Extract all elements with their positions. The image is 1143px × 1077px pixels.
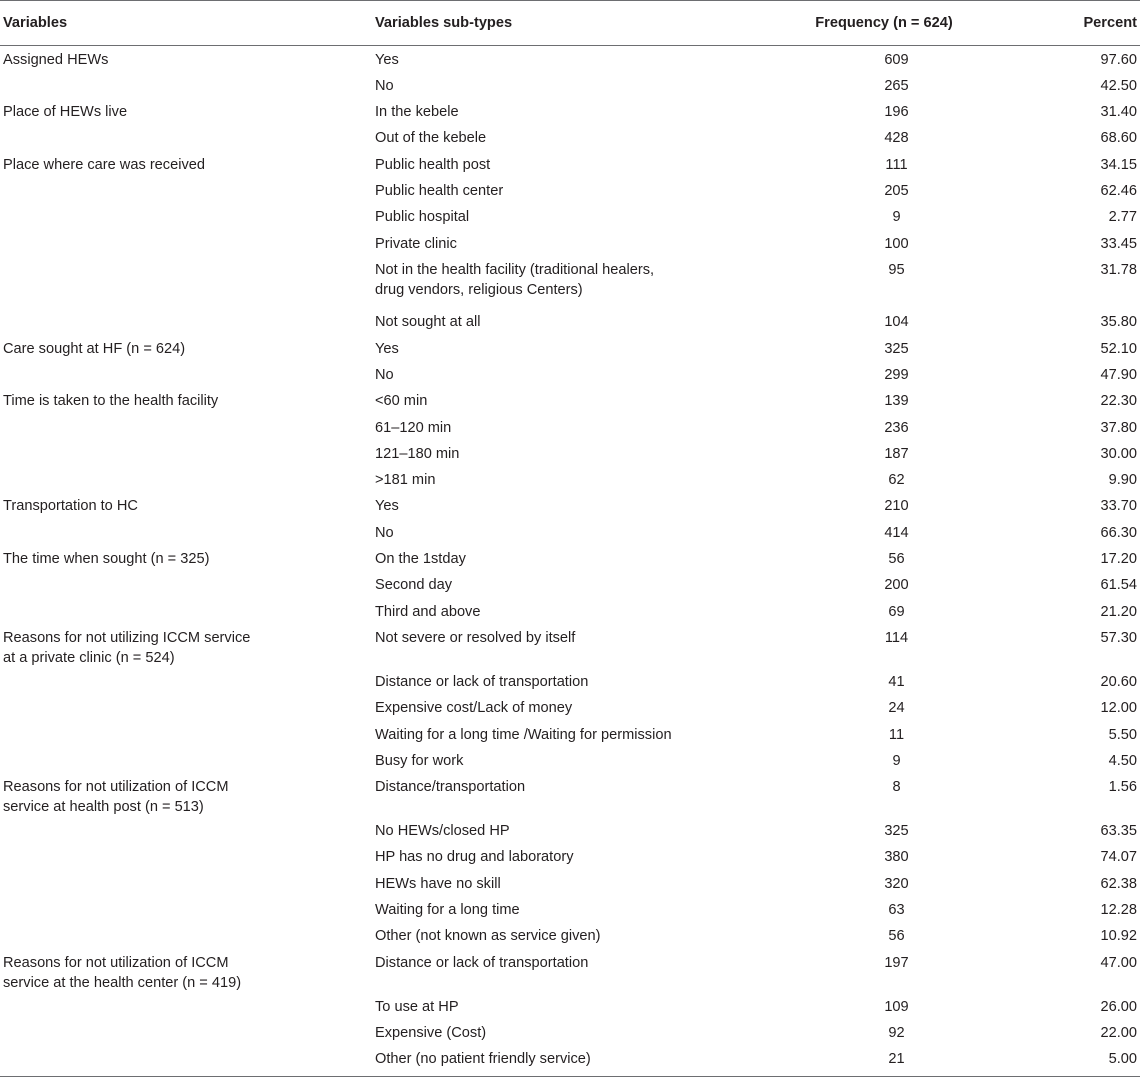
cell-frequency: 299 xyxy=(884,366,909,383)
cell-variable xyxy=(0,230,372,256)
cell-percent: 62.38 xyxy=(1100,875,1137,892)
cell-percent: 4.50 xyxy=(1108,752,1137,769)
cell-percent: 42.50 xyxy=(1100,77,1137,94)
cell-variable xyxy=(0,124,372,150)
cell-percent: 47.00 xyxy=(1100,954,1137,971)
cell-percent: 47.90 xyxy=(1100,366,1137,383)
cell-variable: Reasons for not utilization of ICCM service at health post (n = 513) xyxy=(3,779,229,816)
cell-frequency: 196 xyxy=(884,104,909,121)
cell-variable xyxy=(0,1019,372,1045)
cell-frequency: 236 xyxy=(884,419,909,436)
cell-variable xyxy=(0,571,372,597)
cell-sub-type: Third and above xyxy=(375,603,481,620)
cell-variable: Care sought at HF (n = 624) xyxy=(3,340,186,357)
cell-sub-type: On the 1stday xyxy=(375,551,466,568)
cell-percent: 31.40 xyxy=(1100,104,1137,121)
cell-percent: 10.92 xyxy=(1100,928,1137,945)
cell-percent: 30.00 xyxy=(1100,445,1137,462)
cell-frequency: 320 xyxy=(884,875,909,892)
cell-sub-type: No HEWs/closed HP xyxy=(375,823,510,840)
table-row xyxy=(0,387,1140,413)
cell-percent: 68.60 xyxy=(1100,130,1137,147)
table-row xyxy=(0,230,1140,256)
cell-variable xyxy=(0,177,372,203)
cell-variable: Assigned HEWs xyxy=(3,52,109,68)
table-row xyxy=(0,896,1140,922)
cell-sub-type: Public health center xyxy=(375,182,504,199)
cell-frequency: 104 xyxy=(884,314,909,331)
table-row xyxy=(0,773,1140,817)
cell-sub-type: No xyxy=(375,77,394,94)
cell-sub-type: Waiting for a long time xyxy=(375,902,520,919)
cell-variable xyxy=(0,694,372,720)
cell-variable: Reasons for not utilization of ICCM service at the health center (n = 419) xyxy=(3,954,242,991)
cell-percent: 22.00 xyxy=(1100,1024,1137,1041)
cell-frequency: 56 xyxy=(888,928,905,945)
header-sub-types: Variables sub-types xyxy=(372,1,744,46)
cell-sub-type: No xyxy=(375,366,394,383)
cell-percent: 35.80 xyxy=(1100,314,1137,331)
cell-sub-type: Yes xyxy=(375,498,399,515)
cell-percent: 22.30 xyxy=(1100,393,1137,410)
cell-percent: 2.77 xyxy=(1108,209,1137,226)
cell-variable xyxy=(0,308,372,334)
cell-sub-type: Busy for work xyxy=(375,752,464,769)
cell-percent: 62.46 xyxy=(1100,182,1137,199)
cell-variable xyxy=(0,361,372,387)
table-row xyxy=(0,598,1140,624)
cell-frequency: 95 xyxy=(888,261,905,278)
header-frequency: Frequency (n = 624) xyxy=(744,1,1024,46)
cell-percent: 57.30 xyxy=(1100,629,1137,646)
table-row xyxy=(0,817,1140,843)
cell-sub-type: Yes xyxy=(375,340,399,357)
cell-variable: Time is taken to the health facility xyxy=(3,393,219,410)
cell-percent: 12.00 xyxy=(1100,700,1137,717)
cell-sub-type: Second day xyxy=(375,577,453,594)
table-row xyxy=(0,335,1140,361)
cell-variable: Place of HEWs live xyxy=(3,104,128,121)
table-header xyxy=(0,1,1140,46)
cell-sub-type: Distance or lack of transportation xyxy=(375,673,589,690)
cell-percent: 5.00 xyxy=(1024,1045,1140,1077)
cell-sub-type: Not in the health facility (traditional healers, drug vendors, religious Centers) xyxy=(375,261,655,298)
cell-percent: 1.56 xyxy=(1108,779,1137,796)
cell-variable xyxy=(0,466,372,492)
cell-percent: 21.20 xyxy=(1100,603,1137,620)
table-row xyxy=(0,492,1140,518)
table-row xyxy=(0,922,1140,948)
cell-frequency: 62 xyxy=(888,472,905,489)
table-row xyxy=(0,668,1140,694)
table-row xyxy=(0,46,1140,72)
cell-sub-type: Public hospital xyxy=(375,209,470,226)
cell-sub-type: Waiting for a long time /Waiting for permission xyxy=(375,726,672,743)
cell-variable: The time when sought (n = 325) xyxy=(3,551,210,568)
table-row xyxy=(0,98,1140,124)
cell-percent: 9.90 xyxy=(1108,472,1137,489)
table-row xyxy=(0,203,1140,229)
cell-sub-type: Not sought at all xyxy=(375,314,481,331)
cell-variable: Transportation to HC xyxy=(3,498,138,515)
cell-sub-type: >181 min xyxy=(375,472,436,489)
cell-variable xyxy=(0,896,372,922)
cell-variable xyxy=(0,747,372,773)
table-row xyxy=(0,1019,1140,1045)
table-body xyxy=(0,46,1140,1077)
table-row xyxy=(0,308,1140,334)
cell-sub-type: Out of the kebele xyxy=(375,130,487,147)
cell-percent: 12.28 xyxy=(1100,902,1137,919)
cell-percent: 33.45 xyxy=(1100,235,1137,252)
table-row xyxy=(0,440,1140,466)
cell-sub-type: Yes xyxy=(375,52,399,68)
cell-variable xyxy=(0,721,372,747)
table-row xyxy=(0,361,1140,387)
cell-sub-type: Other (no patient friendly service) xyxy=(372,1045,744,1077)
table-row xyxy=(0,949,1140,993)
table-row xyxy=(0,256,1140,309)
cell-frequency: 139 xyxy=(884,393,909,410)
cell-percent: 20.60 xyxy=(1100,673,1137,690)
cell-variable xyxy=(0,843,372,869)
table-row xyxy=(0,843,1140,869)
cell-frequency: 109 xyxy=(884,998,909,1015)
cell-sub-type: To use at HP xyxy=(375,998,459,1015)
table-row xyxy=(0,870,1140,896)
cell-percent: 61.54 xyxy=(1100,577,1137,594)
cell-percent: 5.50 xyxy=(1108,726,1137,743)
cell-frequency: 24 xyxy=(888,700,905,717)
table-row xyxy=(0,414,1140,440)
table-row xyxy=(0,545,1140,571)
cell-frequency: 9 xyxy=(892,209,901,226)
cell-frequency: 111 xyxy=(885,156,908,173)
cell-frequency: 197 xyxy=(884,954,909,971)
cell-percent: 63.35 xyxy=(1100,823,1137,840)
cell-frequency: 609 xyxy=(884,52,909,68)
table-row xyxy=(0,519,1140,545)
cell-frequency: 187 xyxy=(884,445,909,462)
cell-percent: 17.20 xyxy=(1100,551,1137,568)
cell-percent: 66.30 xyxy=(1100,524,1137,541)
table-row xyxy=(0,721,1140,747)
cell-variable: Place where care was received xyxy=(3,156,205,173)
cell-sub-type: Expensive cost/Lack of money xyxy=(375,700,573,717)
cell-frequency: 114 xyxy=(884,629,909,646)
cell-variable: Reasons for not utilizing ICCM service at a private clinic (n = 524) xyxy=(3,629,251,666)
cell-frequency: 325 xyxy=(884,340,909,357)
cell-sub-type: Distance/transportation xyxy=(375,779,526,796)
table-row xyxy=(0,151,1140,177)
cell-frequency: 325 xyxy=(884,823,909,840)
cell-sub-type: HP has no drug and laboratory xyxy=(375,849,574,866)
cell-frequency: 11 xyxy=(888,726,905,743)
cell-percent: 31.78 xyxy=(1100,261,1137,278)
cell-variable xyxy=(0,72,372,98)
cell-percent: 26.00 xyxy=(1100,998,1137,1015)
table-row xyxy=(0,124,1140,150)
header-percent: Percent xyxy=(1024,1,1140,46)
cell-frequency: 92 xyxy=(888,1024,905,1041)
table-row xyxy=(0,177,1140,203)
cell-frequency: 265 xyxy=(884,77,909,94)
cell-percent: 33.70 xyxy=(1100,498,1137,515)
cell-variable xyxy=(0,922,372,948)
cell-variable xyxy=(0,817,372,843)
cell-variable xyxy=(0,993,372,1019)
cell-sub-type: Private clinic xyxy=(375,235,457,252)
cell-percent: 37.80 xyxy=(1100,419,1137,436)
cell-sub-type: In the kebele xyxy=(375,104,459,121)
cell-variable xyxy=(0,440,372,466)
cell-sub-type: Expensive (Cost) xyxy=(375,1024,487,1041)
cell-percent: 97.60 xyxy=(1100,52,1137,68)
cell-frequency: 9 xyxy=(892,752,901,769)
cell-frequency: 414 xyxy=(884,524,909,541)
cell-frequency: 428 xyxy=(884,130,909,147)
table-row xyxy=(0,571,1140,597)
cell-frequency: 205 xyxy=(884,182,909,199)
cell-frequency: 210 xyxy=(884,498,909,515)
cell-variable xyxy=(0,414,372,440)
cell-variable xyxy=(0,1045,372,1077)
cell-frequency: 200 xyxy=(884,577,909,594)
cell-variable xyxy=(0,598,372,624)
cell-sub-type: HEWs have no skill xyxy=(375,875,501,892)
cell-variable xyxy=(0,256,372,309)
cell-sub-type: 121–180 min xyxy=(375,445,460,462)
cell-sub-type: Not severe or resolved by itself xyxy=(375,629,576,646)
header-variables: Variables xyxy=(0,1,372,46)
cell-variable xyxy=(0,668,372,694)
table-row xyxy=(0,1045,1140,1077)
cell-frequency: 8 xyxy=(892,779,901,796)
table-row xyxy=(0,466,1140,492)
cell-percent: 52.10 xyxy=(1100,340,1137,357)
cell-sub-type: 61–120 min xyxy=(375,419,452,436)
table-row xyxy=(0,72,1140,98)
cell-frequency: 41 xyxy=(888,673,905,690)
cell-frequency: 63 xyxy=(888,902,905,919)
cell-sub-type: Other (not known as service given) xyxy=(375,928,601,945)
cell-variable xyxy=(0,519,372,545)
cell-sub-type: Distance or lack of transportation xyxy=(375,954,589,971)
cell-frequency: 69 xyxy=(888,603,905,620)
cell-sub-type: Public health post xyxy=(375,156,491,173)
table-row xyxy=(0,993,1140,1019)
cell-variable xyxy=(0,870,372,896)
cell-sub-type: No xyxy=(375,524,394,541)
header-row xyxy=(0,1,1140,46)
table-row xyxy=(0,694,1140,720)
cell-sub-type: <60 min xyxy=(375,393,428,410)
cell-percent: 34.15 xyxy=(1100,156,1137,173)
cell-frequency: 21 xyxy=(744,1045,1024,1077)
cell-variable xyxy=(0,203,372,229)
cell-frequency: 56 xyxy=(888,551,905,568)
cell-frequency: 100 xyxy=(884,235,909,252)
table-row xyxy=(0,624,1140,668)
cell-frequency: 380 xyxy=(884,849,909,866)
cell-percent: 74.07 xyxy=(1100,849,1137,866)
table-row xyxy=(0,747,1140,773)
